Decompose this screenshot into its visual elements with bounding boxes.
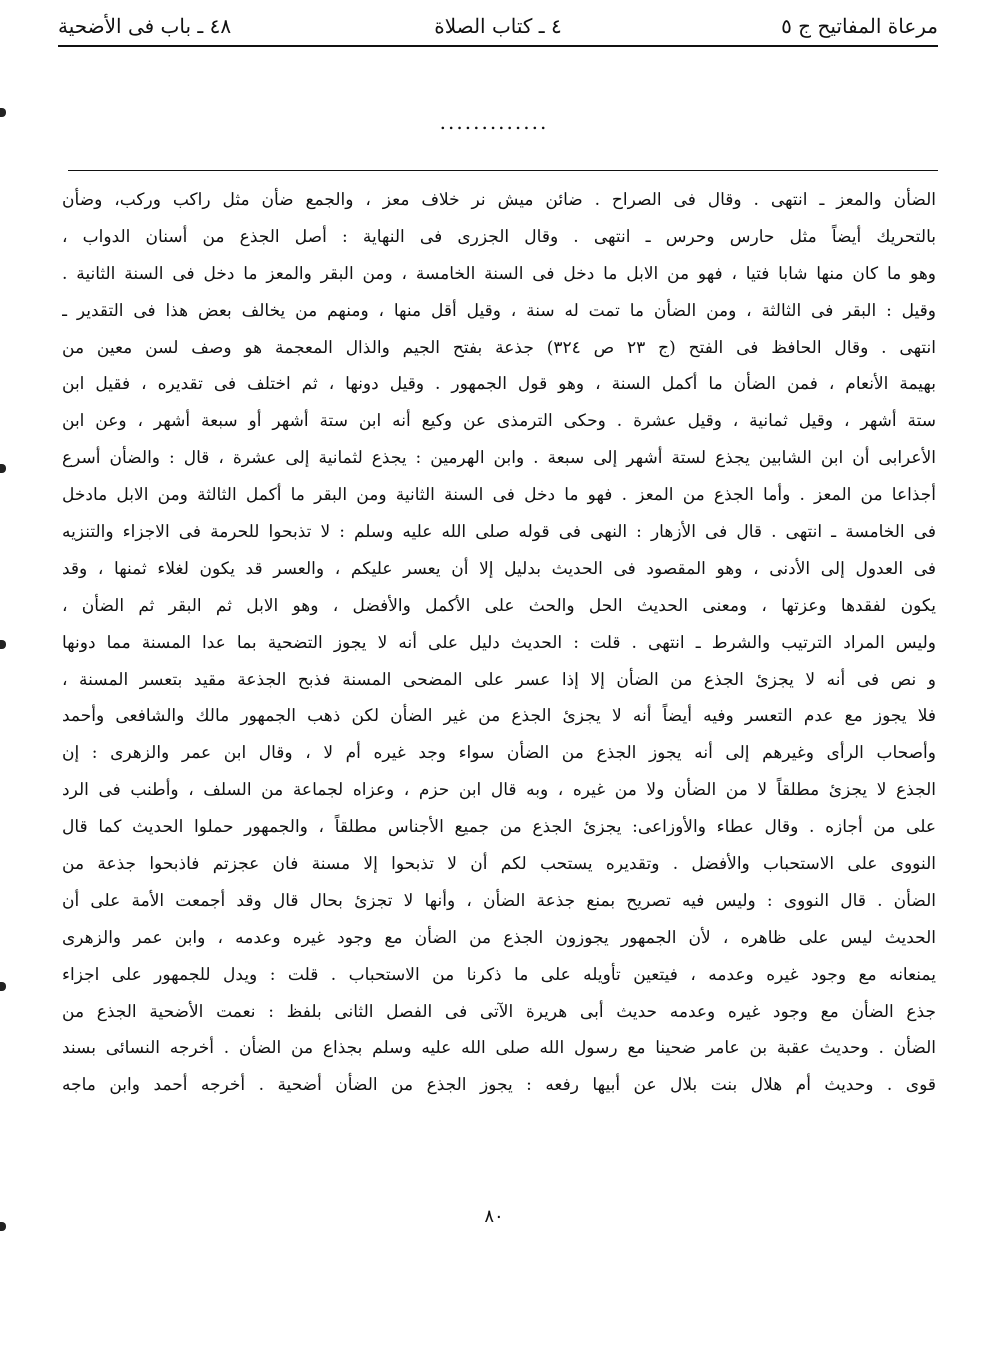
text-line: بالتحريك أيضاً مثل حارس وحرس ـ انتهى . وقال الجزرى فى النهاية : أصل الجذع من أسنان الدواب ، xyxy=(62,226,936,247)
text-line: الأعرابى أن ابن الشابين يجذع لستة أشهر إلى سبعة . وابن الهرمين : يجذع لثمانية إلى عشرة ، قال : والضأن أسرع xyxy=(62,448,936,469)
text-line: و نص فى أنه لا يجزئ الجذع من الضأن إلا إذا عسر على المضحى المسنة فذبح الجذعة مقيد بتعسر المسنة ، xyxy=(62,669,936,690)
page-number: ٨٠ xyxy=(484,1206,504,1227)
binding-hole-mark xyxy=(0,464,6,473)
text-line: بهيمة الأنعام ، فمن الضأن ما أكمل السنة ، وهو قول الجمهور . وقيل دونها ، ثم اختلف فى تقديره ، فقيل ابن xyxy=(62,374,936,395)
text-line: الضأن والمعز ـ انتهى . وقال فى الصراح . ضائن ميش نر خلاف معز ، والجمع ضأن مثل راكب وركب، وضأن xyxy=(62,190,936,210)
text-line: الضأن . قال النووى : وليس فيه تصريح بمنع جذعة الضأن ، وأنها لا تجزئ بحال قال وقد أجمعت الأمة على أن xyxy=(62,890,936,911)
text-line: يمنعانه مع وجود غيره وعدمه ، فيتعين تأويله على ما ذكرنا من الاستحباب . قلت : ويدل للجمهور على اجزاء xyxy=(62,964,936,985)
text-line: قوى . وحديث أم هلال بنت بلال عن أبيها رفعه : يجوز الجذع من الضأن أضحية . أخرجه أحمد وابن ماجه xyxy=(62,1075,936,1096)
text-line: فى العدول إلى الأدنى ، وهو المقصود فى الحديث بدليل إلا أن يعسر عليكم ، والعسر قد يكون لغلاء ثمنها ، وقد xyxy=(62,558,936,579)
binding-hole-mark xyxy=(0,640,6,649)
text-line: وهو ما كان منها شابا فتيا ، فهو من الابل ما دخل فى السنة الخامسة ، ومن البقر والمعز ما دخل فى السنة الثانية . xyxy=(62,263,936,284)
text-line: جذع الضأن مع وجود غيره وعدمه حديث أبى هريرة الآتى فى الفصل الثانى بلفظ : نعمت الأضحية الجذع من xyxy=(62,1001,936,1022)
header-book-title: مرعاة المفاتيح ج ٥ xyxy=(781,14,938,38)
text-line: الضأن . وحديث عقبة بن عامر ضحينا مع رسول الله صلى الله عليه وسلم بجذاع من الضأن . أخرجه النسائى بسند xyxy=(62,1038,936,1059)
binding-hole-mark xyxy=(0,1222,6,1231)
text-line: فى الخامسة ـ انتهى . قال فى الأزهار : النهى فى قوله صلى الله عليه وسلم : لا تذبحوا للحرمة فى الاجزاء والتنزيه xyxy=(62,522,936,543)
running-header xyxy=(58,12,938,42)
text-line: فلا يجوز مع عدم التعسر وفيه أيضاً أنه لا يجزئ الجذع من غير الضأن لكن ذهب الجمهور مالك والشافعى وأحمد xyxy=(62,706,936,727)
section-separator: ............. xyxy=(439,110,549,134)
body-rule xyxy=(68,170,938,171)
header-rule xyxy=(58,45,938,47)
text-line: على من أجازه . وقال عطاء والأوزاعى: يجزئ الجذع من جميع الأجناس مطلقاً ، والجمهور حملوا الحديث كما قال xyxy=(62,817,936,838)
body-text xyxy=(62,182,936,1104)
text-line: الجذع لا يجزئ مطلقاً لا من الضأن ولا من غيره ، وبه قال ابن حزم ، وعزاه لجماعة من السلف ، وأطنب فى الرد xyxy=(62,780,936,801)
header-chapter-title: ٤ ـ كتاب الصلاة xyxy=(434,14,562,38)
text-line: النووى على الاستحباب والأفضل . وتقديره يستحب لكم أن لا تذبحوا إلا مسنة فان عجزتم فاذبحوا جذعة من xyxy=(62,854,936,875)
text-line: يكون لفقدها وعزتها ، ومعنى الحديث الحل والحث على الأكمل والأفضل ، وهو الابل ثم البقر ثم الضأن ، xyxy=(62,595,936,616)
text-line: وأصحاب الرأى وغيرهم إلى أنه يجوز الجذع من الضأن سواء وجد غيره أم لا ، وقال ابن عمر والزهرى : إن xyxy=(62,743,936,764)
binding-hole-mark xyxy=(0,982,6,991)
header-section-title: ٤٨ ـ باب فى الأضحية xyxy=(58,14,232,38)
text-line: الحديث ليس على ظاهره ، لأن الجمهور يجوزون الجذع من الضأن مع وجود غيره وعدمه ، وابن عمر والزهرى xyxy=(62,927,936,948)
text-line: وليس المراد الترتيب والشرط ـ انتهى . قلت : الحديث دليل على أنه لا يجوز التضحية بما عدا المسنة مما دونها xyxy=(62,632,936,653)
text-line: أجذاعا من المعز . وأما الجذع من المعز . فهو ما دخل فى السنة الثانية ومن البقر ما أكمل الثالثة ومن الابل مادخل xyxy=(62,485,936,506)
text-line: ستة أشهر ، وقيل ثمانية ، وقيل عشرة . وحكى الترمذى عن وكيع أنه ابن ستة أشهر أو سبعة أشهر ، وعن ابن xyxy=(62,411,936,432)
text-line: انتهى . وقال الحافظ فى الفتح (ج ٢٣ ص ٣٢٤) جذعة بفتح الجيم والذال المعجمة هو وصف لسن معين من xyxy=(62,337,936,358)
text-line: وقيل : البقر فى الثالثة ، ومن الضأن ما تمت له سنة ، وقيل أقل منها ، ومنهم من يخالف بعض هذا فى التقدير ـ xyxy=(62,300,936,321)
